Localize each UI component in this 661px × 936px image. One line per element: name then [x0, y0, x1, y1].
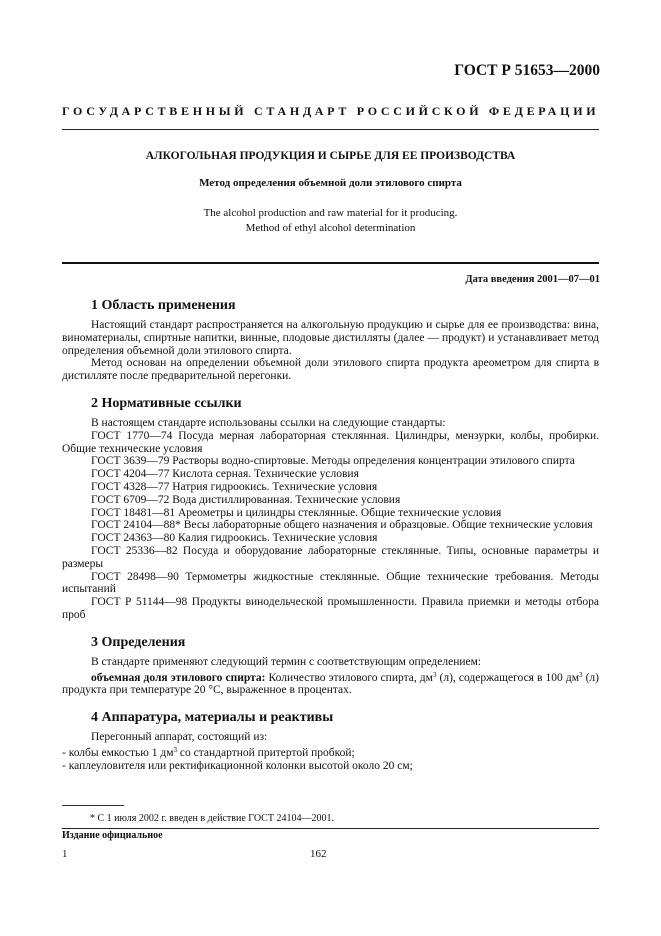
list-item: - каплеуловителя или ректификационной колонки высотой около 20 см;: [62, 759, 413, 772]
reference-item: ГОСТ 1770—74 Посуда мерная лабораторная стеклянная. Цилиндры, мензурки, колбы, пробирки. Общие технические условия: [62, 429, 599, 455]
footnote: * С 1 июля 2002 г. введен в действие ГОСТ 24104—2001.: [90, 813, 334, 824]
footnote-divider: [62, 805, 124, 806]
reference-item: ГОСТ 18481—81 Ареометры и цилиндры стеклянные. Общие технические условия: [91, 506, 502, 519]
footer-divider: [62, 828, 599, 829]
reference-item: ГОСТ 28498—90 Термометры жидкостные стеклянные. Общие технические требования. Методы испытаний: [62, 570, 599, 596]
page-number: 162: [310, 848, 327, 860]
section-4-heading: 4 Аппаратура, материалы и реактивы: [91, 710, 334, 726]
reference-item: ГОСТ 24104—88* Весы лабораторные общего назначения и образцовые. Общие технические условия: [91, 519, 593, 532]
list-item: - колбы емкостью 1 $дм^3$ со стандартной притертой пробкой;: [62, 745, 355, 759]
introduction-date: Дата введения 2001—07—01: [465, 274, 600, 285]
term-definition: объемная доля этилового спирта: Количество этилового спирта, $дм^3$ (л), содержащегося в 100 $дм^3$ (л) продукта при температуре 20 °С, выраженное в процентах.: [62, 670, 599, 697]
document-title: АЛКОГОЛЬНАЯ ПРОДУКЦИЯ И СЫРЬЕ ДЛЯ ЕЕ ПРОИЗВОДСТВА: [145, 150, 516, 162]
section-1-paragraph: Настоящий стандарт распространяется на алкогольную продукцию и сырье для ее производства: вина, виноматериалы, спиртные напитки, винные, плодовые дистилляты (далее — продукт) и устанавливает метод определения объемной доли этилового спирта.: [62, 319, 599, 357]
reference-item: ГОСТ 3639—79 Растворы водно-спиртовые. Методы определения концентрации этилового спирта: [91, 455, 575, 468]
reference-item: ГОСТ 6709—72 Вода дистиллированная. Технические условия: [91, 493, 401, 506]
header-divider: [62, 129, 599, 130]
page-number-left: 1: [62, 848, 68, 860]
document-code: ГОСТ Р 51653—2000: [454, 62, 600, 79]
document-subtitle: Метод определения объемной доли этилового спирта: [199, 177, 462, 189]
term-name: объемная доля этилового спирта:: [91, 671, 266, 684]
title-divider: [62, 262, 599, 264]
english-title-line-2: Method of ethyl alcohol determination: [245, 222, 416, 234]
section-1-heading: 1 Область применения: [91, 298, 236, 313]
reference-item: ГОСТ 4204—77 Кислота серная. Технические условия: [91, 468, 359, 481]
english-title-line-1: The alcohol production and raw material for it producing.: [203, 207, 458, 219]
section-3-heading: 3 Определения: [91, 634, 186, 650]
section-2-intro: В настоящем стандарте использованы ссылки на следующие стандарты:: [91, 416, 446, 429]
document-body: [62, 293, 599, 773]
section-3-intro: В стандарте применяют следующий термин с соответствующим определением:: [91, 655, 482, 668]
reference-item: ГОСТ 25336—82 Посуда и оборудование лабораторные стеклянные. Типы, основные параметры и размеры: [62, 544, 599, 570]
standard-header: ГОСУДАРСТВЕННЫЙ СТАНДАРТ РОССИЙСКОЙ ФЕДЕРАЦИИ: [62, 104, 600, 118]
reference-item: ГОСТ 4328—77 Натрия гидроокись. Технические условия: [91, 480, 378, 493]
edition-label: Издание официальное: [62, 830, 163, 841]
section-4-intro: Перегонный аппарат, состоящий из:: [91, 731, 268, 744]
english-title: [62, 206, 599, 236]
reference-item: ГОСТ 24363—80 Калия гидроокись. Технические условия: [91, 532, 378, 545]
reference-item: ГОСТ Р 51144—98 Продукты винодельческой промышленности. Правила приемки и методы отбора проб: [62, 596, 599, 621]
section-1-paragraph: Метод основан на определении объемной доли этилового спирта продукта ареометром для спирта в дистилляте после предварительной перегонки.: [62, 357, 599, 383]
section-2-heading: 2 Нормативные ссылки: [91, 395, 242, 411]
